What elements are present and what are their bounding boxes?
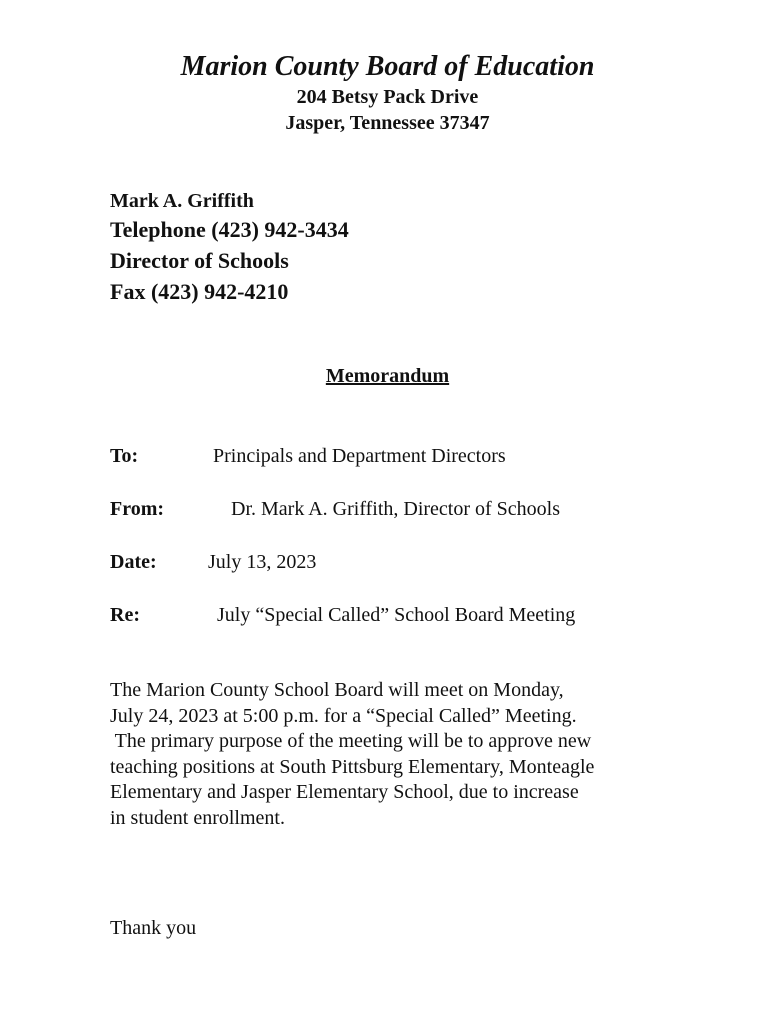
address-line-2: Jasper, Tennessee 37347 xyxy=(285,112,490,134)
body-line: teaching positions at South Pittsburg Elementary, Monteagle xyxy=(110,755,595,778)
body-line: Elementary and Jasper Elementary School, due to increase xyxy=(110,781,579,803)
date-value: July 13, 2023 xyxy=(208,551,317,573)
date-row xyxy=(110,549,775,575)
closing: Thank you xyxy=(110,917,197,939)
contact-fax: Fax (423) 942-4210 xyxy=(110,279,289,304)
from-value: Dr. Mark A. Griffith, Director of Schools xyxy=(231,498,561,520)
re-value: July “Special Called” School Board Meeting xyxy=(217,604,576,626)
contact-title: Director of Schools xyxy=(110,248,289,273)
body-line: The Marion County School Board will meet on Monday, xyxy=(110,679,564,701)
re-row xyxy=(110,602,775,628)
contact-block xyxy=(0,188,775,307)
body-line: July 24, 2023 at 5:00 p.m. for a “Special Called” Meeting. xyxy=(110,704,577,727)
body-line: in student enrollment. xyxy=(110,806,285,829)
to-label: To: xyxy=(110,445,139,467)
to-row xyxy=(110,443,775,469)
contact-name: Mark A. Griffith xyxy=(110,190,254,212)
body-line: The primary purpose of the meeting will be to approve new xyxy=(110,730,592,752)
from-row xyxy=(110,496,775,522)
to-value: Principals and Department Directors xyxy=(213,445,506,467)
from-label: From: xyxy=(110,498,165,520)
memo-heading: Memorandum xyxy=(325,365,450,387)
memo-body xyxy=(0,678,690,831)
organization-title: Marion County Board of Education xyxy=(180,51,595,82)
address-line-1: 204 Betsy Pack Drive xyxy=(296,86,479,108)
memo-header-fields xyxy=(0,443,775,628)
re-label: Re: xyxy=(110,604,140,626)
contact-telephone: Telephone (423) 942-3434 xyxy=(110,217,349,242)
date-label: Date: xyxy=(110,551,157,573)
